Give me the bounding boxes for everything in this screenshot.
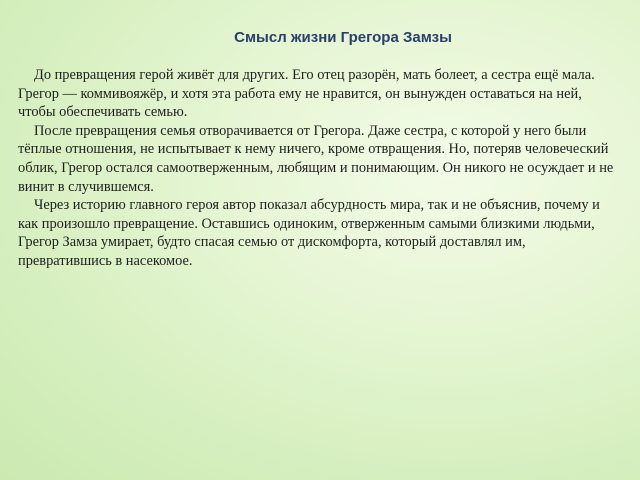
slide-body [18, 66, 622, 271]
slide-title: Смысл жизни Грегора Замзы [234, 29, 452, 46]
paragraph-before-transformation: До превращения герой живёт для других. Его отец разорён, мать болеет, а сестра ещё мала. Грегор — коммивояжёр, и хотя эта работа ему не нравится, он вынужден оставаться на ней, чтобы обеспечивать семью. [18, 67, 595, 121]
paragraph-after-transformation: После превращения семья отворачивается от Грегора. Даже сестра, с которой у него были тёплые отношения, не испытывает к нему ничего, кроме отвращения. Но, потеряв человеческий облик, Грегор остался самоотверженным, любящим и понимающим. Он никого не осуждает и не винит в случившемся. [18, 122, 614, 195]
paragraph-author-meaning: Через историю главного героя автор показал абсурдность мира, так и не объяснив, почему и как произошло превращение. Оставшись одиноким, отверженным самыми близкими людьми, Грегор Замза умирает, будто спасая семью от дискомфорта, который доставлял им, превратившись в насекомое. [18, 197, 600, 269]
